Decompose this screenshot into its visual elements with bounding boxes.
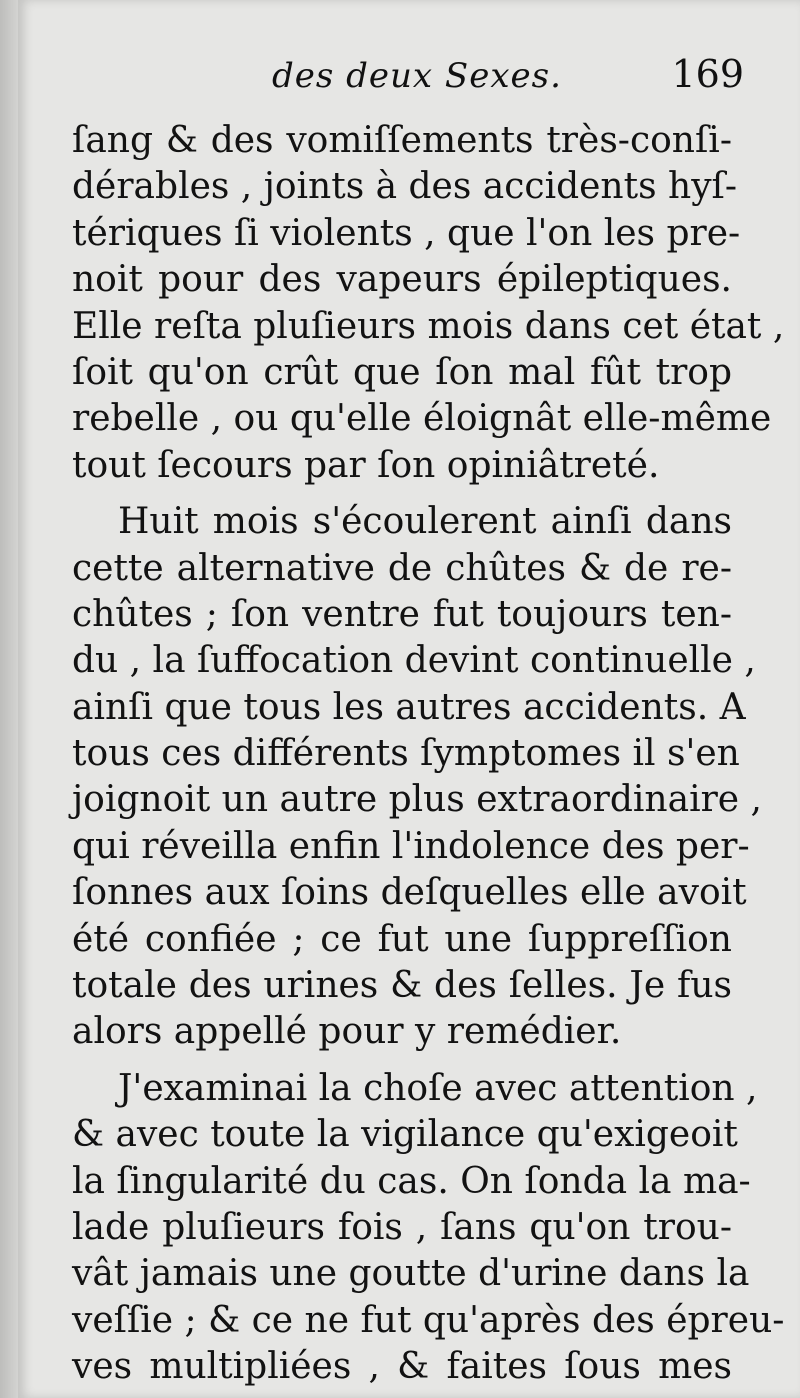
text-line: cette alternative de chûtes & de re-: [72, 547, 732, 589]
text-line: Elle reſta pluſieurs mois dans cet état ,: [72, 305, 785, 347]
paragraph-2: [72, 499, 762, 1056]
text-line: dérables , joints à des accidents hyſ-: [72, 166, 738, 208]
text-line: ves multipliées , & faites ſous mes: [72, 1346, 732, 1388]
text-line: rebelle , ou qu'elle éloignât elle-même: [72, 398, 772, 440]
text-line: chûtes ; ſon ventre fut toujours ten-: [72, 593, 732, 635]
paragraph-1: [72, 118, 785, 489]
text-line: ſonnes aux ſoins deſquelles elle avoit: [72, 872, 747, 914]
scan-edge: [0, 0, 20, 1398]
text-line: joignoit un autre plus extraordinaire ,: [72, 779, 762, 821]
text-line: totale des urines & des ſelles. Je fus: [72, 965, 732, 1007]
text-line: du , la ſuffocation devint continuelle ,: [72, 640, 756, 682]
body-text: [72, 118, 785, 1391]
text-line: & avec toute la vigilance qu'exigeoit: [72, 1114, 738, 1156]
page-header: [254, 52, 754, 102]
page-number: 169: [671, 52, 744, 96]
running-head: des deux Sexes.: [272, 56, 562, 96]
text-line: ſoit qu'on crût que ſon mal fût trop: [72, 351, 732, 393]
text-line: la ſingularité du cas. On ſonda la ma-: [72, 1160, 751, 1202]
text-line: alors appellé pour y remédier.: [72, 1011, 622, 1053]
text-line: J'examinai la choſe avec attention ,: [118, 1067, 758, 1109]
text-line: veſſie ; & ce ne fut qu'après des épreu-: [72, 1299, 785, 1341]
text-line: tout ſecours par ſon opiniâtreté.: [72, 444, 660, 486]
text-line: noit pour des vapeurs épileptiques.: [72, 259, 732, 301]
text-line: qui réveilla enfin l'indolence des per-: [72, 825, 750, 867]
paragraph-3: [72, 1066, 785, 1391]
text-line: ſang & des vomiſſements très-conſi-: [72, 120, 732, 161]
text-line: lade pluſieurs fois , ſans qu'on trou-: [72, 1206, 732, 1248]
text-line: tériques ſi violents , que l'on les pre-: [72, 212, 741, 254]
text-line: vât jamais une goutte d'urine dans la: [72, 1253, 750, 1295]
text-line: ainſi que tous les autres accidents. A: [72, 686, 746, 728]
text-line: été confiée ; ce fut une ſuppreſſion: [72, 918, 732, 960]
text-line: tous ces différents ſymptomes il s'en: [72, 733, 740, 775]
text-line: Huit mois s'écoulerent ainſi dans: [118, 501, 732, 543]
